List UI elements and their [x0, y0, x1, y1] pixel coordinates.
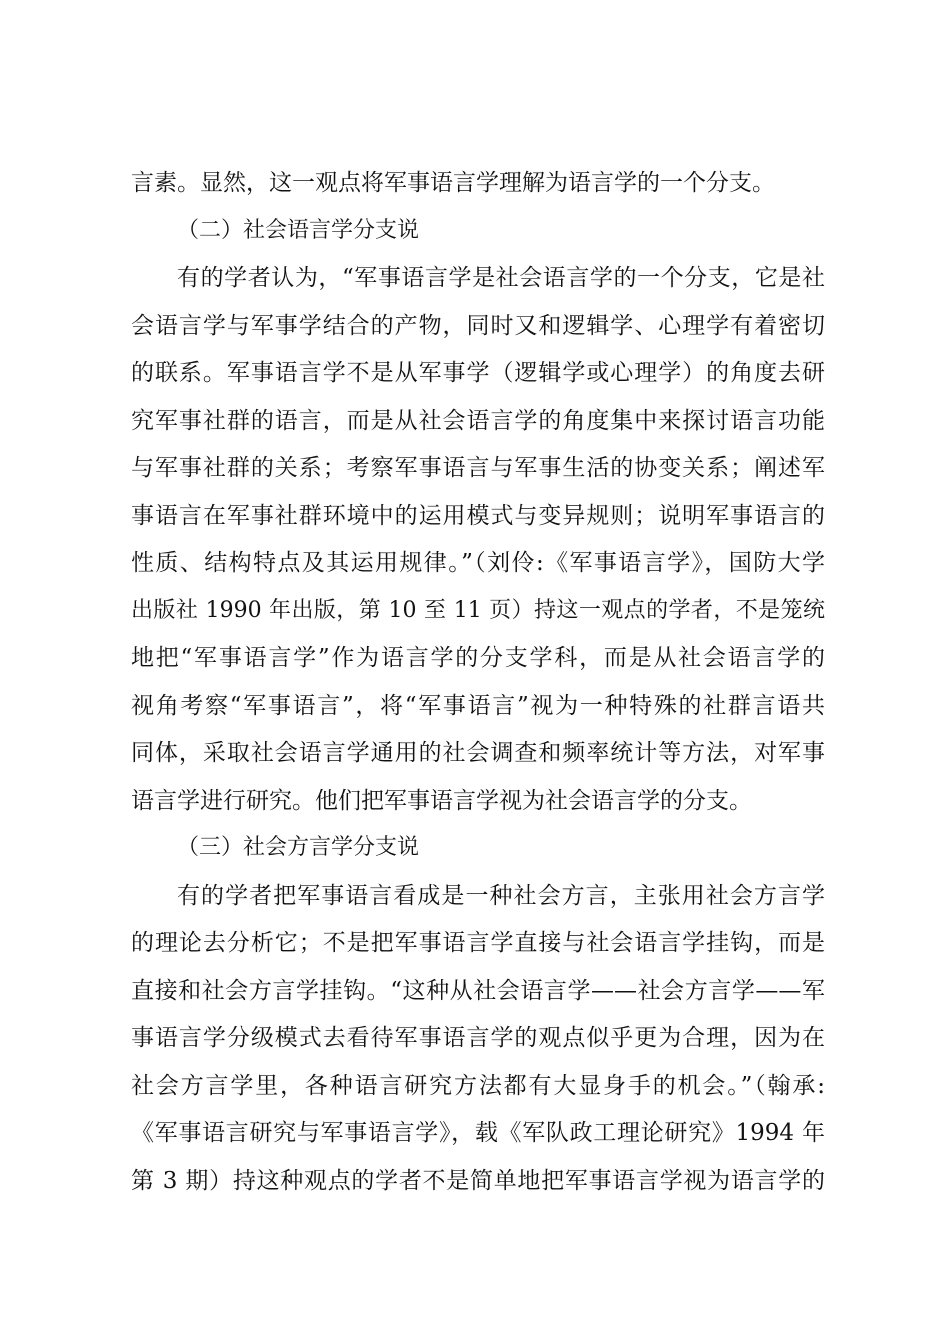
paragraph-line: 地把“军事语言学”作为语言学的分支学科，而是从社会语言学的	[131, 645, 825, 671]
section-heading-2: （二）社会语言学分支说	[177, 218, 420, 243]
paragraph-line: 会语言学与军事学结合的产物，同时又和逻辑学、心理学有着密切	[131, 313, 825, 339]
paragraph-line: 出版社 1990 年出版，第 10 至 11 页）持这一观点的学者，不是笼统	[131, 598, 825, 623]
paragraph-line: 的理论去分析它；不是把军事语言学直接与社会语言学挂钩，而是	[131, 930, 825, 956]
paragraph-line: 究军事社群的语言，而是从社会语言学的角度集中来探讨语言功能	[131, 408, 825, 434]
paragraph-line: 言素。显然，这一观点将军事语言学理解为语言学的一个分支。	[131, 170, 775, 196]
paragraph-line: 视角考察“军事语言”，将“军事语言”视为一种特殊的社群言语共	[131, 693, 825, 719]
paragraph-line: 直接和社会方言学挂钩。“这种从社会语言学——社会方言学——军	[131, 978, 825, 1004]
paragraph-line: 《军事语言研究与军事语言学》，载《军队政工理论研究》1994 年	[131, 1120, 825, 1146]
paragraph-line: 第 3 期）持这种观点的学者不是简单地把军事语言学视为语言学的	[131, 1168, 825, 1194]
paragraph-line: 与军事社群的关系；考察军事语言与军事生活的协变关系；阐述军	[131, 455, 825, 481]
paragraph-line: 语言学进行研究。他们把军事语言学视为社会语言学的分支。	[131, 788, 752, 814]
section-heading-3: （三）社会方言学分支说	[177, 835, 420, 860]
paragraph-line: 有的学者认为，“军事语言学是社会语言学的一个分支，它是社	[177, 265, 825, 291]
paragraph-line: 有的学者把军事语言看成是一种社会方言，主张用社会方言学	[177, 883, 825, 909]
paragraph-line: 社会方言学里，各种语言研究方法都有大显身手的机会。”（翰承:	[131, 1073, 825, 1099]
paragraph-line: 性质、结构特点及其运用规律。”（刘伶:《军事语言学》，国防大学	[131, 550, 825, 576]
paragraph-line: 同体，采取社会语言学通用的社会调查和频率统计等方法，对军事	[131, 740, 825, 766]
paragraph-line: 的联系。军事语言学不是从军事学（逻辑学或心理学）的角度去研	[131, 360, 825, 386]
paragraph-line: 事语言在军事社群环境中的运用模式与变异规则；说明军事语言的	[131, 503, 825, 529]
paragraph-line: 事语言学分级模式去看待军事语言学的观点似乎更为合理，因为在	[131, 1025, 825, 1051]
